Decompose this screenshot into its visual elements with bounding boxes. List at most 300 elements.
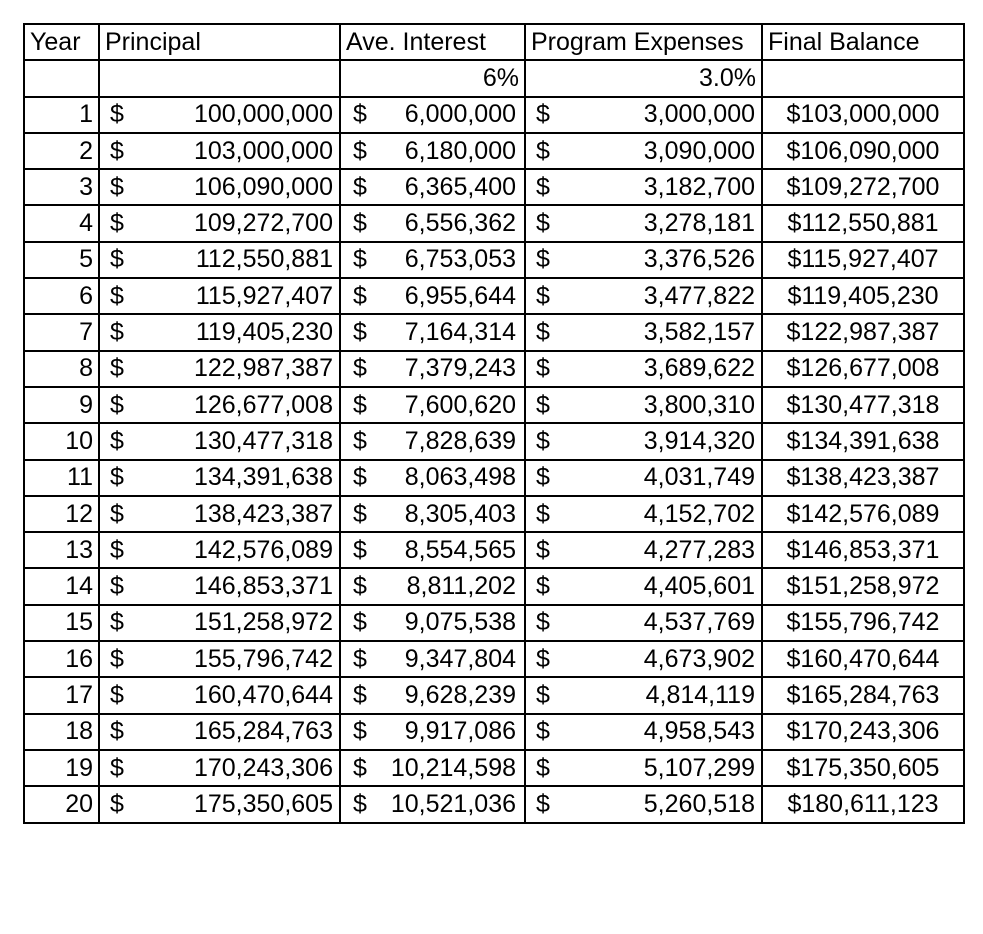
balance-cell[interactable]: $151,258,972: [762, 568, 964, 604]
expenses-cell[interactable]: [525, 387, 762, 423]
expenses-value: [526, 315, 761, 349]
principal-cell[interactable]: [99, 423, 340, 459]
principal-cell[interactable]: [99, 714, 340, 750]
balance-cell[interactable]: $130,477,318: [762, 387, 964, 423]
table-row: [24, 460, 964, 496]
principal-amount: 130,477,318: [193, 426, 333, 455]
year-cell[interactable]: 18: [24, 714, 99, 750]
currency-symbol: $: [353, 209, 367, 238]
expenses-value: [526, 715, 761, 749]
interest-amount: 8,811,202: [406, 572, 516, 601]
interest-cell[interactable]: [340, 314, 525, 350]
currency-symbol: $: [536, 499, 550, 528]
expenses-amount: 4,673,902: [643, 644, 755, 673]
year-cell[interactable]: 12: [24, 496, 99, 532]
expenses-cell[interactable]: [525, 714, 762, 750]
currency-symbol: $: [110, 644, 124, 673]
table-row: [24, 133, 964, 169]
table-row: [24, 641, 964, 677]
currency-symbol: $: [353, 245, 367, 274]
expenses-value: [526, 170, 761, 204]
expenses-cell[interactable]: [525, 677, 762, 713]
table-row: [24, 568, 964, 604]
principal-value: [100, 787, 339, 821]
interest-value: [353, 644, 516, 673]
interest-amount: 6,000,000: [404, 100, 516, 129]
currency-symbol: $: [536, 354, 550, 383]
expense-rate[interactable]: 3.0%: [525, 60, 762, 96]
principal-amount: 142,576,089: [193, 535, 333, 564]
currency-symbol: $: [110, 281, 124, 310]
currency-symbol: $: [110, 172, 124, 201]
interest-cell[interactable]: [340, 568, 525, 604]
currency-symbol: $: [353, 100, 367, 129]
interest-value: [353, 753, 516, 782]
expenses-cell[interactable]: [525, 314, 762, 350]
expenses-value: [526, 98, 761, 132]
currency-symbol: $: [536, 535, 550, 564]
table-row: [24, 314, 964, 350]
interest-value: [353, 719, 516, 744]
principal-amount: 146,853,371: [193, 572, 333, 601]
currency-symbol: $: [536, 463, 550, 492]
expenses-value: [526, 642, 761, 676]
currency-symbol: $: [353, 753, 367, 782]
header-year[interactable]: Year: [24, 24, 99, 60]
balance-cell[interactable]: $126,677,008: [762, 351, 964, 387]
rate-row: [24, 60, 964, 96]
expenses-cell[interactable]: [525, 568, 762, 604]
interest-value: [353, 281, 516, 310]
principal-value: [100, 98, 339, 132]
expenses-cell[interactable]: [525, 133, 762, 169]
table-row: [24, 714, 964, 750]
currency-symbol: $: [353, 136, 367, 165]
interest-cell[interactable]: [340, 641, 525, 677]
expenses-cell[interactable]: [525, 423, 762, 459]
year-cell[interactable]: 9: [24, 387, 99, 423]
interest-value: [353, 610, 516, 635]
table-body: [24, 24, 964, 823]
principal-cell[interactable]: [99, 532, 340, 568]
interest-amount: 7,600,620: [404, 390, 516, 419]
expenses-value: [526, 279, 761, 313]
expenses-amount: 5,107,299: [643, 753, 755, 782]
interest-amount: 8,063,498: [404, 463, 516, 492]
year-cell[interactable]: 5: [24, 242, 99, 278]
expenses-cell[interactable]: [525, 496, 762, 532]
interest-rate[interactable]: 6%: [340, 60, 525, 96]
interest-value: [353, 390, 516, 419]
principal-value: [100, 715, 339, 749]
interest-value: [353, 535, 516, 564]
principal-value: [100, 134, 339, 168]
principal-amount: 100,000,000: [193, 100, 333, 129]
expenses-value: [526, 751, 761, 785]
interest-cell[interactable]: [340, 351, 525, 387]
currency-symbol: $: [536, 172, 550, 201]
interest-cell[interactable]: [340, 605, 525, 641]
currency-symbol: $: [536, 245, 550, 274]
rate-balance-empty[interactable]: [762, 60, 964, 96]
currency-symbol: $: [110, 572, 124, 601]
balance-cell[interactable]: $165,284,763: [762, 677, 964, 713]
currency-symbol: $: [110, 717, 124, 746]
currency-symbol: $: [110, 753, 124, 782]
principal-amount: 165,284,763: [193, 717, 333, 746]
year-cell[interactable]: 8: [24, 351, 99, 387]
balance-cell[interactable]: $160,470,644: [762, 641, 964, 677]
expenses-amount: 4,277,283: [643, 535, 755, 564]
interest-amount: 6,556,362: [404, 209, 516, 238]
balance-cell[interactable]: $180,611,123: [762, 786, 964, 822]
interest-value: [353, 102, 516, 127]
year-cell[interactable]: 15: [24, 605, 99, 641]
principal-value: [100, 751, 339, 785]
currency-symbol: $: [353, 172, 367, 201]
expenses-amount: 4,537,769: [643, 608, 755, 637]
currency-symbol: $: [353, 463, 367, 492]
expenses-amount: 3,376,526: [643, 245, 755, 274]
year-cell[interactable]: 19: [24, 750, 99, 786]
interest-amount: 7,379,243: [404, 354, 516, 383]
currency-symbol: $: [536, 209, 550, 238]
expenses-amount: 3,914,320: [643, 426, 755, 455]
expenses-value: [526, 424, 761, 458]
currency-symbol: $: [110, 680, 124, 709]
balance-cell[interactable]: $106,090,000: [762, 133, 964, 169]
expenses-amount: 3,278,181: [643, 209, 755, 238]
principal-cell[interactable]: [99, 242, 340, 278]
expenses-cell[interactable]: [525, 205, 762, 241]
currency-symbol: $: [110, 535, 124, 564]
interest-value: [353, 320, 516, 345]
principal-amount: 109,272,700: [193, 209, 333, 238]
interest-cell[interactable]: [340, 278, 525, 314]
interest-amount: 9,075,538: [404, 608, 516, 637]
interest-amount: 7,164,314: [404, 318, 516, 347]
balance-cell[interactable]: $155,796,742: [762, 605, 964, 641]
balance-cell[interactable]: $170,243,306: [762, 714, 964, 750]
principal-amount: 138,423,387: [193, 499, 333, 528]
table-row: [24, 97, 964, 133]
expenses-cell[interactable]: [525, 641, 762, 677]
year-cell[interactable]: 2: [24, 133, 99, 169]
currency-symbol: $: [110, 499, 124, 528]
table-row: [24, 786, 964, 822]
rate-principal-empty[interactable]: [99, 60, 340, 96]
principal-cell[interactable]: [99, 568, 340, 604]
expenses-value: [526, 678, 761, 712]
balance-cell[interactable]: $112,550,881: [762, 205, 964, 241]
year-cell[interactable]: 14: [24, 568, 99, 604]
expenses-cell[interactable]: [525, 169, 762, 205]
principal-cell[interactable]: [99, 677, 340, 713]
principal-value: [100, 461, 339, 495]
interest-value: [353, 211, 516, 236]
year-cell[interactable]: 4: [24, 205, 99, 241]
principal-value: [100, 497, 339, 531]
table-row: [24, 242, 964, 278]
interest-amount: 9,917,086: [404, 717, 516, 746]
expenses-amount: 4,958,543: [643, 717, 755, 746]
expenses-value: [526, 533, 761, 567]
interest-value: [353, 574, 516, 599]
interest-cell[interactable]: [340, 242, 525, 278]
interest-value: [353, 172, 516, 201]
interest-amount: 10,214,598: [390, 753, 516, 782]
year-cell[interactable]: 17: [24, 677, 99, 713]
currency-symbol: $: [110, 608, 124, 637]
balance-cell[interactable]: $138,423,387: [762, 460, 964, 496]
currency-symbol: $: [353, 717, 367, 746]
currency-symbol: $: [353, 499, 367, 528]
principal-value: [100, 388, 339, 422]
interest-cell[interactable]: [340, 97, 525, 133]
interest-value: [353, 789, 516, 818]
principal-value: [100, 533, 339, 567]
currency-symbol: $: [536, 789, 550, 818]
principal-value: [100, 170, 339, 204]
principal-cell[interactable]: [99, 641, 340, 677]
currency-symbol: $: [110, 390, 124, 419]
header-principal[interactable]: Principal: [99, 24, 340, 60]
principal-amount: 103,000,000: [193, 136, 333, 165]
currency-symbol: $: [110, 463, 124, 492]
interest-amount: 6,365,400: [404, 172, 516, 201]
expenses-cell[interactable]: [525, 242, 762, 278]
interest-amount: 10,521,036: [390, 789, 516, 818]
year-cell[interactable]: 6: [24, 278, 99, 314]
currency-symbol: $: [110, 100, 124, 129]
expenses-value: [526, 206, 761, 240]
currency-symbol: $: [536, 281, 550, 310]
table-row: [24, 205, 964, 241]
principal-value: [100, 315, 339, 349]
balance-cell[interactable]: $109,272,700: [762, 169, 964, 205]
currency-symbol: $: [110, 136, 124, 165]
principal-value: [100, 243, 339, 277]
expenses-amount: 4,152,702: [643, 499, 755, 528]
principal-cell[interactable]: [99, 387, 340, 423]
expenses-amount: 3,182,700: [643, 172, 755, 201]
balance-cell[interactable]: $122,987,387: [762, 314, 964, 350]
expenses-cell[interactable]: [525, 750, 762, 786]
interest-cell[interactable]: [340, 460, 525, 496]
currency-symbol: $: [536, 100, 550, 129]
currency-symbol: $: [353, 318, 367, 347]
principal-cell[interactable]: [99, 169, 340, 205]
year-cell[interactable]: 11: [24, 460, 99, 496]
expenses-cell[interactable]: [525, 278, 762, 314]
principal-cell[interactable]: [99, 205, 340, 241]
table-row: [24, 750, 964, 786]
year-cell[interactable]: 10: [24, 423, 99, 459]
interest-amount: 9,347,804: [404, 644, 516, 673]
principal-cell[interactable]: [99, 97, 340, 133]
expenses-cell[interactable]: [525, 605, 762, 641]
principal-amount: 134,391,638: [193, 463, 333, 492]
principal-amount: 115,927,407: [195, 281, 333, 310]
currency-symbol: $: [536, 644, 550, 673]
expenses-value: [526, 569, 761, 603]
interest-cell[interactable]: [340, 423, 525, 459]
table-row: [24, 169, 964, 205]
year-cell[interactable]: 3: [24, 169, 99, 205]
currency-symbol: $: [110, 354, 124, 383]
interest-cell[interactable]: [340, 786, 525, 822]
currency-symbol: $: [536, 426, 550, 455]
interest-value: [353, 136, 516, 165]
interest-value: [353, 247, 516, 272]
interest-amount: 6,180,000: [404, 136, 516, 165]
principal-amount: 155,796,742: [193, 644, 333, 673]
principal-value: [100, 678, 339, 712]
expenses-amount: 3,689,622: [643, 354, 755, 383]
principal-amount: 151,258,972: [193, 608, 333, 637]
expenses-value: [526, 606, 761, 640]
table-row: [24, 423, 964, 459]
currency-symbol: $: [353, 608, 367, 637]
currency-symbol: $: [110, 789, 124, 818]
expenses-amount: 4,031,749: [643, 463, 755, 492]
year-cell[interactable]: 13: [24, 532, 99, 568]
principal-cell[interactable]: [99, 605, 340, 641]
interest-cell[interactable]: [340, 133, 525, 169]
expenses-amount: 4,405,601: [643, 572, 755, 601]
year-cell[interactable]: 7: [24, 314, 99, 350]
principal-value: [100, 606, 339, 640]
currency-symbol: $: [353, 281, 367, 310]
currency-symbol: $: [536, 608, 550, 637]
principal-value: [100, 352, 339, 386]
expenses-value: [526, 787, 761, 821]
interest-cell[interactable]: [340, 714, 525, 750]
currency-symbol: $: [353, 354, 367, 383]
principal-cell[interactable]: [99, 786, 340, 822]
table-row: [24, 351, 964, 387]
balance-cell[interactable]: $103,000,000: [762, 97, 964, 133]
year-cell[interactable]: 20: [24, 786, 99, 822]
currency-symbol: $: [536, 318, 550, 347]
currency-symbol: $: [353, 572, 367, 601]
balance-cell[interactable]: $146,853,371: [762, 532, 964, 568]
year-cell[interactable]: 1: [24, 97, 99, 133]
expenses-amount: 3,477,822: [643, 281, 755, 310]
interest-value: [353, 465, 516, 490]
balance-cell[interactable]: $115,927,407: [762, 242, 964, 278]
currency-symbol: $: [536, 717, 550, 746]
currency-symbol: $: [536, 572, 550, 601]
expenses-amount: 3,090,000: [643, 136, 755, 165]
principal-cell[interactable]: [99, 314, 340, 350]
table-row: [24, 605, 964, 641]
header-balance[interactable]: Final Balance: [762, 24, 964, 60]
principal-amount: 112,550,881: [195, 245, 333, 274]
expenses-value: [526, 134, 761, 168]
interest-value: [353, 680, 516, 709]
interest-value: [353, 426, 516, 455]
currency-symbol: $: [536, 680, 550, 709]
interest-cell[interactable]: [340, 532, 525, 568]
header-row: [24, 24, 964, 60]
principal-value: [100, 424, 339, 458]
principal-value: [100, 642, 339, 676]
currency-symbol: $: [110, 426, 124, 455]
table-row: [24, 496, 964, 532]
currency-symbol: $: [353, 789, 367, 818]
currency-symbol: $: [353, 426, 367, 455]
principal-cell[interactable]: [99, 460, 340, 496]
interest-amount: 7,828,639: [404, 426, 516, 455]
currency-symbol: $: [536, 136, 550, 165]
header-interest[interactable]: Ave. Interest: [340, 24, 525, 60]
interest-cell[interactable]: [340, 496, 525, 532]
table-row: [24, 387, 964, 423]
principal-amount: 170,243,306: [193, 753, 333, 782]
interest-cell[interactable]: [340, 387, 525, 423]
interest-amount: 6,955,644: [404, 281, 516, 310]
rate-year-empty[interactable]: [24, 60, 99, 96]
balance-cell[interactable]: $119,405,230: [762, 278, 964, 314]
interest-cell[interactable]: [340, 750, 525, 786]
principal-value: [100, 206, 339, 240]
expenses-amount: 3,800,310: [643, 390, 755, 419]
interest-value: [353, 499, 516, 528]
expenses-value: [526, 497, 761, 531]
expenses-cell[interactable]: [525, 460, 762, 496]
expenses-cell[interactable]: [525, 97, 762, 133]
principal-value: [100, 279, 339, 313]
table-row: [24, 677, 964, 713]
expenses-cell[interactable]: [525, 351, 762, 387]
currency-symbol: $: [110, 209, 124, 238]
interest-amount: 8,554,565: [404, 535, 516, 564]
interest-amount: 9,628,239: [404, 680, 516, 709]
principal-amount: 126,677,008: [193, 390, 333, 419]
principal-amount: 122,987,387: [193, 354, 333, 383]
principal-cell[interactable]: [99, 133, 340, 169]
header-expenses[interactable]: Program Expenses: [525, 24, 762, 60]
balance-cell[interactable]: $175,350,605: [762, 750, 964, 786]
year-cell[interactable]: 16: [24, 641, 99, 677]
interest-cell[interactable]: [340, 169, 525, 205]
expenses-amount: 3,000,000: [643, 100, 755, 129]
balance-cell[interactable]: $142,576,089: [762, 496, 964, 532]
interest-amount: 8,305,403: [404, 499, 516, 528]
principal-cell[interactable]: [99, 351, 340, 387]
currency-symbol: $: [353, 680, 367, 709]
interest-value: [353, 356, 516, 381]
principal-cell[interactable]: [99, 278, 340, 314]
interest-cell[interactable]: [340, 677, 525, 713]
currency-symbol: $: [353, 390, 367, 419]
currency-symbol: $: [536, 390, 550, 419]
principal-cell[interactable]: [99, 750, 340, 786]
expenses-value: [526, 352, 761, 386]
currency-symbol: $: [110, 318, 124, 347]
currency-symbol: $: [110, 245, 124, 274]
expenses-value: [526, 461, 761, 495]
currency-symbol: $: [353, 644, 367, 673]
interest-cell[interactable]: [340, 205, 525, 241]
principal-cell[interactable]: [99, 496, 340, 532]
currency-symbol: $: [353, 535, 367, 564]
balance-cell[interactable]: $134,391,638: [762, 423, 964, 459]
principal-amount: 119,405,230: [195, 318, 333, 347]
expenses-cell[interactable]: [525, 786, 762, 822]
expenses-cell[interactable]: [525, 532, 762, 568]
